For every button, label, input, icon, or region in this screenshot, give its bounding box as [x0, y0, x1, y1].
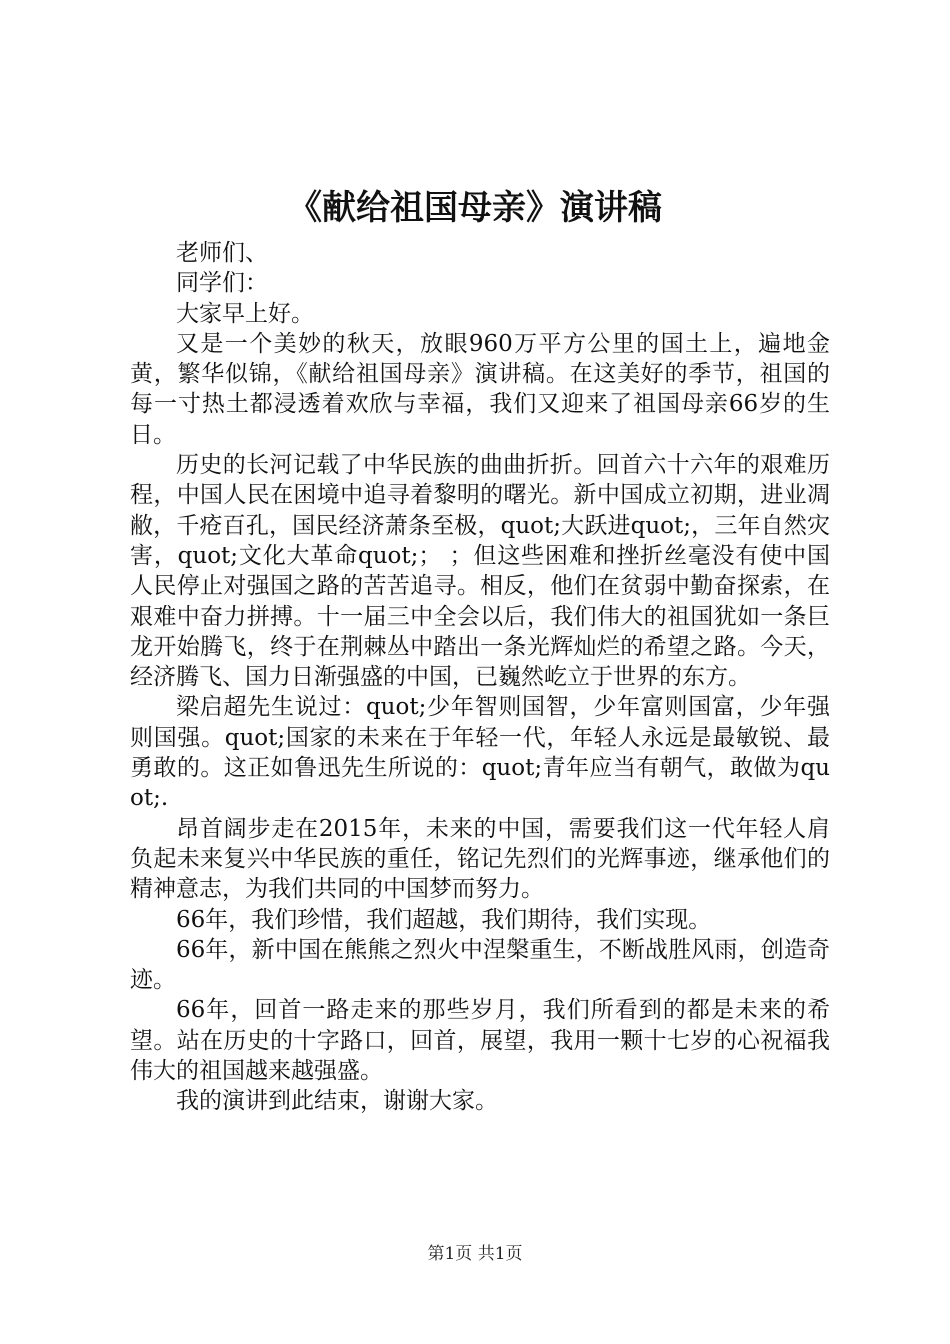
greeting-line: 同学们： [176, 270, 268, 297]
paragraph: 66年，回首一路走来的那些岁月，我们所看到的都是未来的希望。站在历史的十字路口，回首，展望，我用一颗十七岁的心祝福我伟大的祖国越来越强盛。 [130, 997, 830, 1085]
paragraph: 又是一个美妙的秋天，放眼960万平方公里的国土上，遍地金黄，繁华似锦，《献给祖国母亲》演讲稿。在这美好的季节，祖国的每一寸热土都浸透着欢欣与幸福，我们又迎来了祖国母亲66岁的生日。 [130, 330, 830, 448]
greeting-line: 老师们、 [176, 240, 268, 266]
paragraph: 梁启超先生说过：quot;少年智则国智，少年富则国富，少年强则国强。quot;国家的未来在于年轻一代，年轻人永远是最敏锐、最勇敢的。这正如鲁迅先生所说的：quot;青年应当有朝气，敢做为quot;. [130, 694, 830, 812]
paragraph: 66年，我们珍惜，我们超越，我们期待，我们实现。 [176, 906, 712, 933]
paragraph: 我的演讲到此结束，谢谢大家。 [176, 1088, 498, 1115]
paragraph: 历史的长河记载了中华民族的曲曲折折。回首六十六年的艰难历程，中国人民在困境中追寻着黎明的曙光。新中国成立初期，进业凋敝，千疮百孔，国民经济萧条至极，quot;大跃进quot;，三年自然灾害，quot;文化大革命quot;； ；但这些困难和挫折丝毫没有使中国人民停止对强国之路的苦苦追寻。相反，他们在贫弱中勤奋探索，在艰难中奋力拼搏。十一届三中全会以后，我们伟大的祖国犹如一条巨龙开始腾飞，终于在荆棘丛中踏出一条光辉灿烂的希望之路。今天，经济腾飞、国力日渐强盛的中国，已巍然屹立于世界的东方。 [130, 452, 830, 691]
paragraph: 66年，新中国在熊熊之烈火中涅槃重生，不断战胜风雨，创造奇迹。 [130, 936, 830, 994]
page-footer: 第1页 共1页 [427, 1244, 523, 1264]
paragraph: 昂首阔步走在2015年，未来的中国，需要我们这一代年轻人肩负起未来复兴中华民族的重任，铭记先烈们的光辉事迹，继承他们的精神意志，为我们共同的中国梦而努力。 [130, 815, 830, 903]
document-body [130, 238, 830, 1117]
greeting-line: 大家早上好。 [176, 300, 314, 327]
document-title: 《献给祖国母亲》演讲稿 [288, 188, 662, 228]
